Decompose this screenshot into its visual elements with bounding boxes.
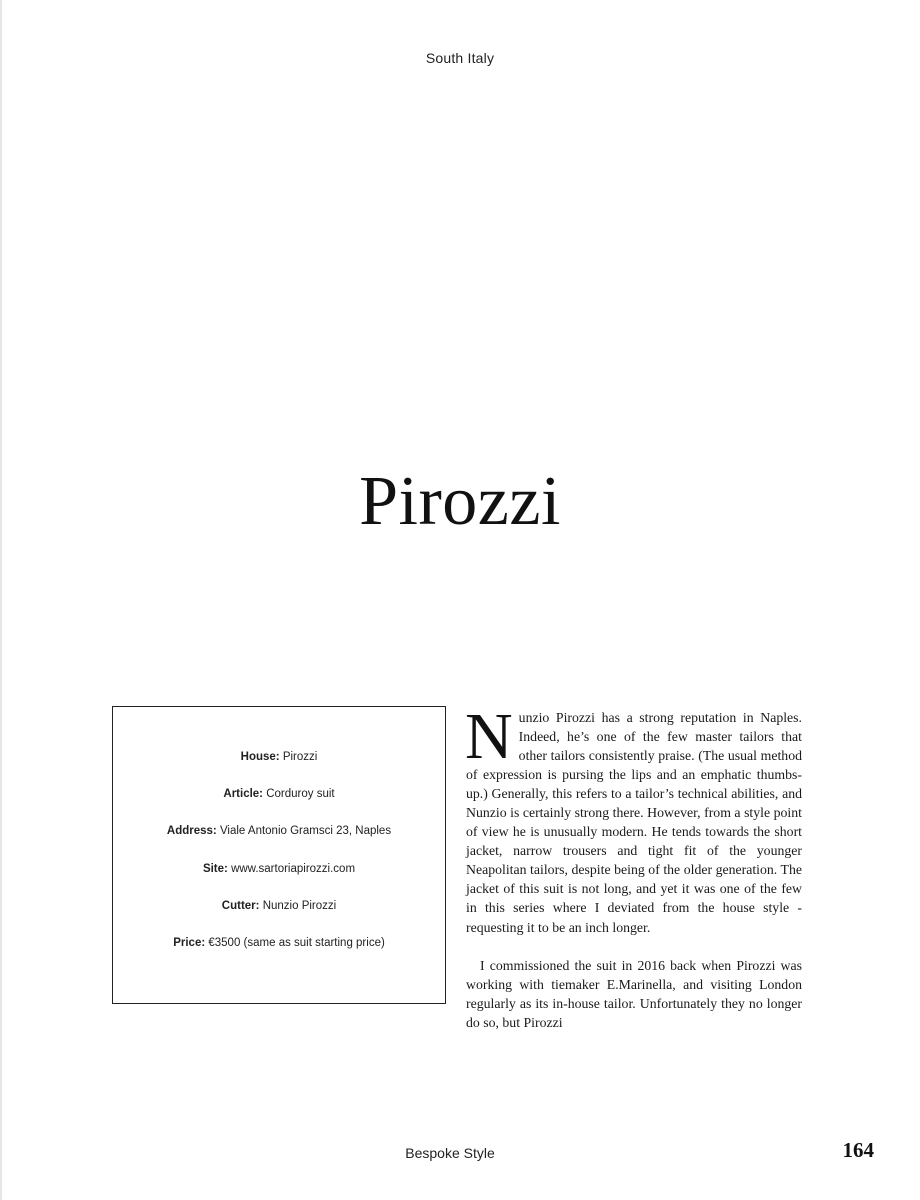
- info-article: [113, 788, 445, 800]
- info-site: [113, 863, 445, 875]
- article-paragraph: I commissioned the suit in 2016 back when Pirozzi was working with tiemaker E.Marinella, and visiting London regularly as its in-house tailor. Unfortunately they no longer do so, but Pirozzi: [466, 957, 802, 1030]
- info-site-label: Site:: [202, 863, 228, 875]
- info-house-label: House:: [240, 751, 280, 763]
- article-paragraph: [465, 700, 802, 937]
- info-site-value: www.sartoriapirozzi.com: [231, 863, 356, 875]
- drop-cap: N: [465, 700, 513, 773]
- footer-publication: Bespoke Style: [405, 1145, 495, 1161]
- info-address: [113, 825, 445, 837]
- page-number: 164: [842, 1138, 874, 1162]
- info-cutter-label: Cutter:: [221, 900, 260, 912]
- info-price: [113, 937, 445, 949]
- info-box: [112, 706, 446, 1004]
- info-cutter: [113, 900, 445, 912]
- info-article-label: Article:: [223, 788, 264, 800]
- info-price-label: Price:: [173, 937, 206, 949]
- info-house-value: Pirozzi: [282, 751, 318, 763]
- info-address-value: Viale Antonio Gramsci 23, Naples: [219, 825, 392, 837]
- article-body: [465, 700, 802, 1032]
- info-cutter-value: Nunzio Pirozzi: [262, 900, 337, 912]
- info-price-value: €3500 (same as suit starting price): [208, 937, 385, 949]
- info-address-label: Address:: [166, 825, 217, 837]
- info-article-value: Corduroy suit: [266, 788, 335, 800]
- page-edge: [0, 0, 2, 1200]
- section-header: South Italy: [425, 50, 495, 66]
- info-house: [113, 751, 445, 763]
- article-title: Pirozzi: [359, 463, 561, 540]
- paragraph-1-text: unzio Pirozzi has a strong reputation in Naples. Indeed, he’s one of the few master tailors that other tailors consistently praise. (The usual method of expression is pursing the lips and an emphatic thumbs-up.) Generally, this refers to a tailor’s technical abilities, and Nunzio is certainly strong there. However, from a style point of view he is unusually modern. He tends towards the short jacket, narrow trousers and tight fit of the younger Neapolitan tailors, despite being of the older generation. The jacket of this suit is not long, and yet it was one of the few in this series where I deviated from the house style - requesting it to be an inch longer.: [466, 710, 802, 935]
